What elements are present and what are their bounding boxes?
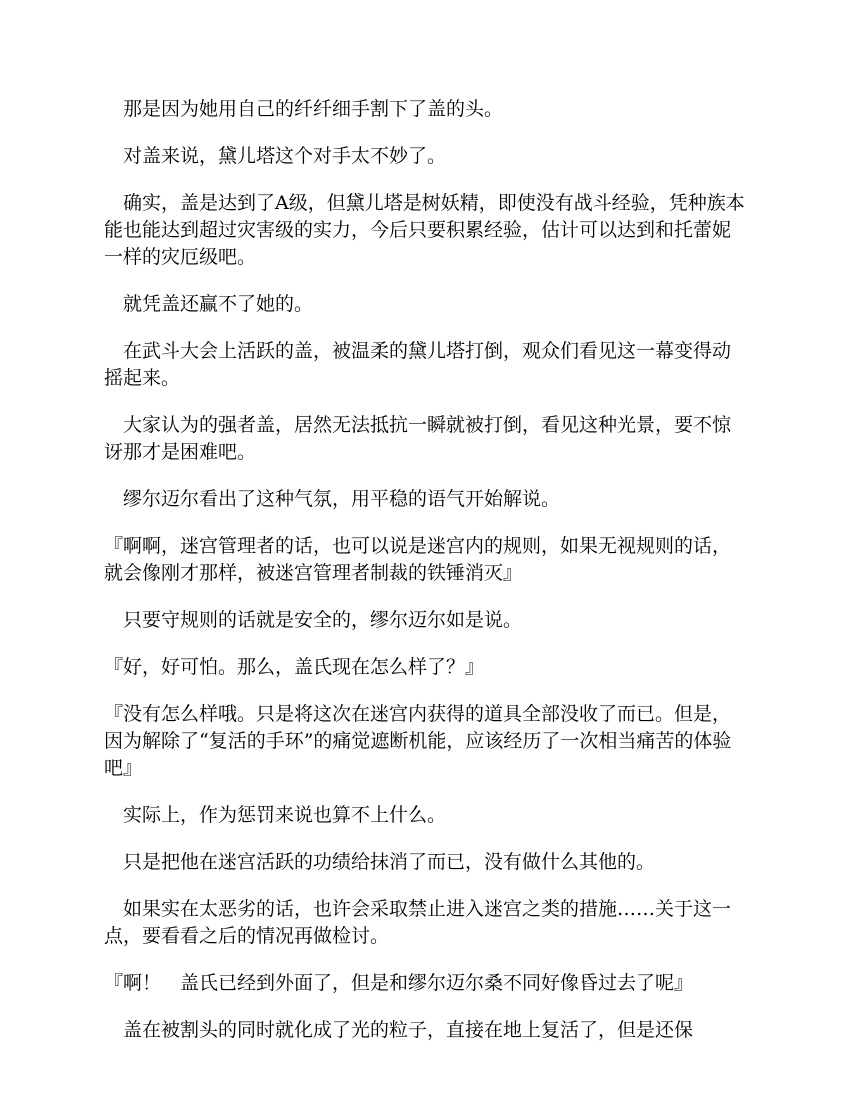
paragraph: 如果实在太恶劣的话，也许会采取禁止进入迷宫之类的措施……关于这一点，要看看之后的情况再做检讨。: [104, 898, 732, 947]
paragraph: 确实，盖是达到了A级，但黛儿塔是树妖精，即使没有战斗经验，凭种族本能也能达到超过灾害级的实力，今后只要积累经验，估计可以达到和托蕾妮一样的灾厄级吧。: [104, 192, 745, 268]
paragraph: 那是因为她用自己的纤纤细手割下了盖的头。: [123, 98, 504, 120]
dialogue-paragraph: 『啊啊，迷宫管理者的话，也可以说是迷宫内的规则，如果无视规则的话，就会像刚才那样，被迷宫管理者制裁的铁锤消灭』: [104, 535, 732, 584]
paragraph: 对盖来说，黛儿塔这个对手太不妙了。: [123, 145, 447, 167]
paragraph: 缪尔迈尔看出了这种气氛，用平稳的语气开始解说。: [123, 488, 561, 510]
paragraph: 在武斗大会上活跃的盖，被温柔的黛儿塔打倒，观众们看见这一幕变得动摇起来。: [104, 340, 732, 389]
dialogue-paragraph: 『啊！ 盖氏已经到外面了，但是和缪尔迈尔桑不同好像昏过去了呢』: [104, 972, 694, 994]
dialogue-paragraph: 『好，好可怕。那么，盖氏现在怎么样了？』: [104, 656, 485, 678]
paragraph: 只是把他在迷宫活跃的功绩给抹消了而已，没有做什么其他的。: [123, 851, 656, 873]
body-text: [104, 96, 746, 1064]
dialogue-paragraph: 『没有怎么样哦。只是将这次在迷宫内获得的道具全部没收了而已。但是，因为解除了“复活的手环”的痛觉遮断机能，应该经历了一次相当痛苦的体验吧』: [104, 703, 732, 779]
paragraph: 就凭盖还赢不了她的。: [123, 293, 314, 315]
paragraph: 盖在被割头的同时就化成了光的粒子，直接在地上复活了，但是还保: [123, 1019, 694, 1041]
paragraph: 实际上，作为惩罚来说也算不上什么。: [123, 804, 447, 826]
paragraph: 大家认为的强者盖，居然无法抵抗一瞬就被打倒，看见这种光景，要不惊讶那才是困难吧。: [104, 414, 732, 463]
paragraph: 只要守规则的话就是安全的，缪尔迈尔如是说。: [123, 609, 523, 631]
